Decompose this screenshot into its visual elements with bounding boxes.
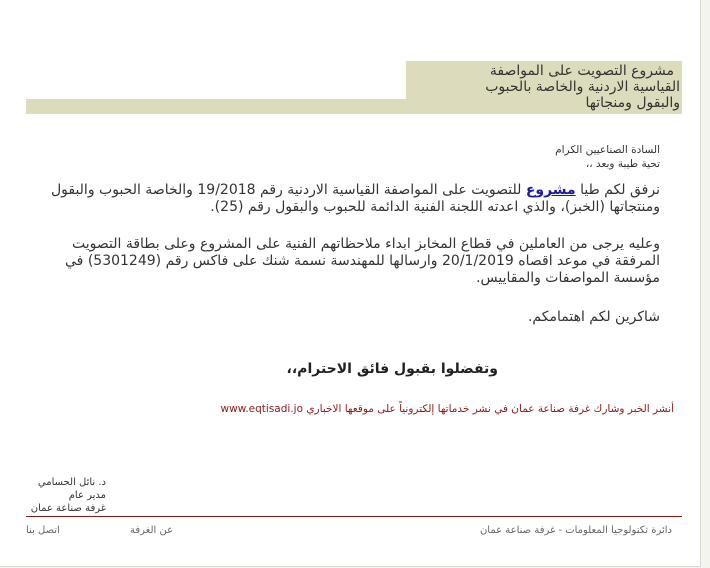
title-line-1: مشروع التصويت على المواصفة [489,63,674,79]
greeting [555,143,660,171]
greeting-line-1: السادة الصناعيين الكرام [555,144,660,156]
footer-department: دائرة تكنولوجيا المعلومات - غرفة صناعة عمان [479,525,672,536]
paragraph-1-end: للتصويت على المواصفة القياسية الاردنية رقم 19/2018 والخاصة الحبوب والبقول ومنتجاتها (الخبز)، والذي اعدته اللجنة الفنية الدائمة للحبوب والبقول رقم (25). [50,182,660,215]
signature-org: غرفة صناعة عمان [30,503,106,514]
title-line-2: القياسية الاردنية والخاصة بالحبوب [485,79,680,95]
signature-name: د. نائل الحسامي [37,477,106,488]
about-chamber-link[interactable]: عن الغرفة [130,525,174,536]
closing-text: وتفضلوا بقبول فائق الاحترام،، [286,361,498,377]
page-title [300,63,680,111]
share-note [221,403,674,415]
paragraph-3: شاكرين لكم اهتمامكم. [527,309,660,325]
signature-block [0,476,106,515]
paragraph-1-start: نرفق لكم طيا [575,182,660,198]
project-link[interactable]: مشروع [525,182,576,198]
site-link[interactable]: www.eqtisadi.jo [220,403,303,415]
contact-us-link[interactable]: اتصل بنا [26,525,60,536]
greeting-line-2: تحية طيبة وبعد ،، [585,158,660,170]
paragraph-2: وعليه يرجى من العاملين في قطاع المخابز ابداء ملاحظاتهم الفنية على المشروع وعلى بطاقة التصويت المرفقة في موعد اقصاه 20/1/2019 وارسالها للمهندسة نسمة شنك على فاكس رقم (5301249) في مؤسسة المواصفات والمقاييس. [65,236,660,286]
paragraph-1 [40,182,660,216]
share-text: أنشر الخبر وشارك غرفة صناعة عمان في نشر خدماتها إلكترونياً على موقعها الاخباري [303,403,674,415]
footer-divider [26,516,682,517]
title-line-3: والبقول ومنجاتها [585,95,680,111]
signature-position: مدير عام [68,490,106,501]
